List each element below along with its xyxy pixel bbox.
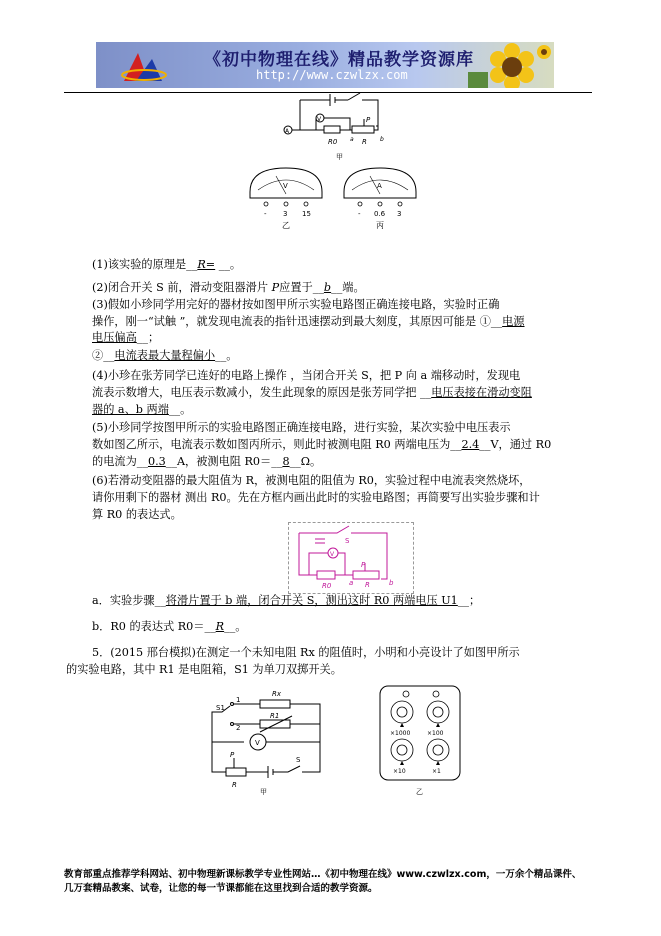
caption-bing: 丙 bbox=[376, 221, 384, 230]
inset-r0: R0 bbox=[322, 582, 332, 590]
q6-line-1: (6)若滑动变阻器的最大阻值为 R，被测电阻的阻值为 R0，实验过程中电流表突然烧坏， bbox=[92, 474, 531, 487]
resistance-box-p5-yi bbox=[378, 684, 464, 796]
p5-two: 2 bbox=[236, 724, 241, 732]
am-tick-0: - bbox=[358, 210, 361, 218]
step-b-line: b．R0 的表达式 R0＝__R__。 bbox=[92, 620, 247, 633]
knob-label-2: ×10 bbox=[393, 768, 406, 775]
p5-rx: Rx bbox=[272, 690, 282, 698]
p5-line-2: 的实验电路，其中 R1 是电阻箱，S1 为单刀双掷开关。 bbox=[66, 663, 342, 676]
caption-yi: 乙 bbox=[282, 221, 290, 230]
svg-text:A: A bbox=[377, 182, 382, 190]
inset-v: V bbox=[330, 551, 335, 558]
q5-line-3: 的电流为__0.3__A，被测电阻 R0＝__8__Ω。 bbox=[92, 455, 322, 468]
sunflower-icon bbox=[468, 42, 554, 88]
inset-a: a bbox=[349, 579, 354, 587]
knob-label-1: ×100 bbox=[427, 730, 444, 737]
inset-p: P bbox=[361, 561, 366, 569]
label-b: b bbox=[380, 136, 384, 143]
label-r0: R0 bbox=[328, 138, 338, 146]
logo-icon bbox=[118, 45, 168, 85]
knob-label-3: ×1 bbox=[432, 768, 441, 775]
q3-line-3: 电压偏高__； bbox=[92, 331, 160, 344]
p5-v: V bbox=[255, 739, 260, 747]
am-tick-1: 0.6 bbox=[374, 210, 386, 218]
vm-tick-2: 15 bbox=[302, 210, 311, 218]
answer-circuit bbox=[289, 523, 413, 593]
inset-r: R bbox=[365, 581, 370, 589]
answer-circuit-box bbox=[288, 522, 414, 594]
footer-line-1: 教育部重点推荐学科网站、初中物理新课标教学专业性网站…《初中物理在线》www.czwlzx.com，一万余个精品课件、 bbox=[64, 869, 582, 880]
circuit-diagram-p5-jia bbox=[200, 684, 350, 796]
q3-line-4: ②__电流表最大量程偏小__。 bbox=[92, 349, 238, 362]
meter-diagrams bbox=[246, 164, 422, 232]
p5-s1: S1 bbox=[216, 704, 225, 712]
q2-line: (2)闭合开关 S 前，滑动变阻器滑片 P应置于__b__端。 bbox=[92, 281, 365, 294]
knob-label-0: ×1000 bbox=[390, 730, 411, 737]
svg-text:V: V bbox=[317, 116, 322, 123]
svg-text:V: V bbox=[283, 182, 288, 190]
p5-line-1: 5．(2015 邢台模拟)在测定一个未知电阻 Rx 的阻值时，小明和小亮设计了如图甲所示 bbox=[92, 646, 520, 659]
banner-title: 《初中物理在线》精品教学资源库 bbox=[204, 50, 474, 70]
p5-p: P bbox=[230, 751, 235, 759]
banner-url: http://www.czwlzx.com bbox=[256, 68, 408, 82]
p5-caption-jia: 甲 bbox=[260, 788, 267, 796]
footer-line-2: 几万套精品教案、试卷，让您的每一节课都能在这里找到合适的教学资源。 bbox=[64, 883, 378, 894]
caption-jia: 甲 bbox=[336, 153, 343, 161]
header-banner bbox=[96, 42, 554, 88]
q4-line-2: 流表示数增大，电压表示数减小，发生此现象的原因是张芳同学把 __电压表接在滑动变阻 bbox=[92, 386, 532, 399]
q1-line: (1)该实验的原理是__R= __。 bbox=[92, 258, 242, 271]
am-tick-2: 3 bbox=[397, 210, 402, 218]
p5-r1: R1 bbox=[270, 712, 280, 720]
vm-tick-1: 3 bbox=[283, 210, 288, 218]
q5-line-2: 数如图乙所示，电流表示数如图丙所示，则此时被测电阻 R0 两端电压为__2.4__V，通过 R0 bbox=[92, 438, 552, 451]
step-a-line: a．实验步骤__将滑片置于 b 端，闭合开关 S，测出这时 R0 两端电压 U1__； bbox=[92, 594, 481, 607]
inset-s: S bbox=[345, 537, 350, 545]
label-p: P bbox=[366, 116, 371, 124]
p5-r: R bbox=[232, 781, 237, 789]
p5-caption-yi: 乙 bbox=[416, 788, 423, 796]
p5-s: S bbox=[296, 756, 301, 764]
q3-line-1: (3)假如小珍同学用完好的器材按如图甲所示实验电路图正确连接电路，实验时正确 bbox=[92, 298, 500, 311]
q6-line-2: 请你用剩下的器材 测出 R0。先在方框内画出此时的实验电路图；再简要写出实验步骤和计 bbox=[92, 491, 540, 504]
q4-line-3: 器的 a、b 两端__。 bbox=[92, 403, 192, 416]
circuit-diagram-jia bbox=[280, 86, 400, 164]
label-a: a bbox=[350, 136, 354, 143]
p5-one: 1 bbox=[236, 696, 241, 704]
inset-b: b bbox=[389, 579, 394, 587]
q3-line-2: 操作，刚一“试触 ”，就发现电流表的指针迅速摆动到最大刻度，其原因可能是 ①__电源 bbox=[92, 315, 525, 328]
label-r: R bbox=[362, 138, 367, 146]
q5-line-1: (5)小珍同学按图甲所示的实验电路图正确连接电路，进行实验，某次实验中电压表示 bbox=[92, 421, 511, 434]
q6-line-3: 算 R0 的表达式。 bbox=[92, 508, 182, 521]
svg-text:A: A bbox=[285, 128, 290, 135]
q4-line-1: (4)小珍在张芳同学已连好的电路上操作 ，当闭合开关 S，把 P 向 a 端移动时，发现电 bbox=[92, 369, 521, 382]
vm-tick-0: - bbox=[264, 210, 267, 218]
